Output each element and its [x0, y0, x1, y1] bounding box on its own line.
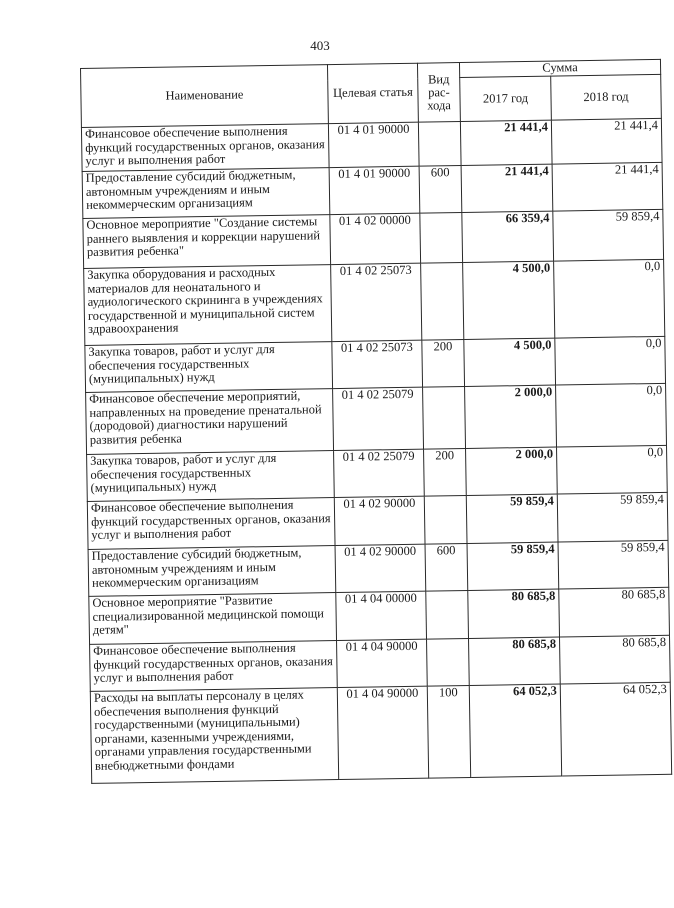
table-row: [83, 209, 664, 268]
table-row: [84, 259, 665, 345]
row-name: Финансовое обеспечение мероприятий, направленных на проведение пренатальной (дородовой) диагностики нарушений развития ребенка: [86, 389, 334, 455]
row-name: Предоставление субсидий бюджетным, автономным учреждениям и иным некоммерческим организациям: [82, 168, 330, 219]
row-value-2017: 4 500,0: [464, 338, 556, 386]
row-type: [427, 638, 470, 686]
row-value-2018: 21 441,4: [551, 118, 662, 164]
row-value-2017: 59 859,4: [466, 494, 558, 543]
row-value-2017: 21 441,4: [460, 120, 552, 165]
row-type: [423, 386, 466, 449]
page-number: 403: [310, 38, 330, 53]
row-code: 01 4 01 90000: [328, 122, 419, 167]
table-row: [86, 383, 667, 454]
row-type: 100: [427, 685, 470, 778]
row-code: 01 4 02 25079: [334, 449, 425, 497]
row-code: 01 4 02 25079: [333, 387, 424, 450]
row-value-2018: 80 685,8: [559, 635, 670, 684]
row-name: Финансовое обеспечение выполнения функций государственных органов, оказания услуг и выполнения работ: [90, 641, 338, 692]
row-value-2018: 0,0: [557, 445, 668, 494]
row-name: Закупка товаров, работ и услуг для обеспечения государственных (муниципальных) нужд: [87, 451, 335, 502]
row-value-2017: 80 685,8: [469, 637, 561, 685]
row-value-2017: 2 000,0: [466, 447, 558, 495]
row-type: 600: [425, 543, 468, 591]
row-code: 01 4 04 90000: [337, 639, 428, 687]
row-value-2017: 2 000,0: [465, 385, 557, 448]
row-value-2017: 4 500,0: [463, 261, 555, 339]
header-sum: Сумма: [459, 59, 660, 77]
row-value-2017: 21 441,4: [461, 164, 553, 212]
row-value-2017: 59 859,4: [467, 542, 559, 590]
row-type: [424, 495, 467, 544]
row-code: 01 4 01 90000: [329, 166, 420, 214]
row-type: [420, 213, 463, 264]
row-name: Основное мероприятие "Развитие специализированной медицинской помощи детям": [89, 593, 337, 645]
row-value-2018: 21 441,4: [552, 162, 663, 211]
header-name: Наименование: [81, 65, 329, 128]
row-value-2017: 80 685,8: [468, 589, 560, 638]
row-value-2018: 0,0: [556, 383, 667, 447]
row-name: Финансовое обеспечение выполнения функций государственных органов, оказания услуг и выполнения работ: [87, 498, 335, 550]
row-name: Предоставление субсидий бюджетным, автономным учреждениям и иным некоммерческим организациям: [88, 546, 336, 597]
header-target-article: Целевая статья: [327, 63, 418, 123]
row-name: Закупка оборудования и расходных материалов для неонатального и аудиологического скрининга в учреждениях государственной и муниципальной систем здравоохранения: [84, 265, 332, 346]
row-code: 01 4 02 00000: [330, 213, 421, 264]
row-value-2018: 0,0: [555, 336, 666, 385]
row-name: Расходы на выплаты персоналу в целях обеспечения выполнения функций государственными (муниципальными) органами, казенными учреждениями, органами управления государственными внебюджетными фондами: [90, 688, 338, 784]
budget-sheet: [80, 59, 673, 908]
row-type: [426, 590, 469, 639]
row-type: 200: [424, 448, 467, 496]
row-code: 01 4 02 25073: [331, 263, 422, 341]
row-value-2017: 66 359,4: [462, 211, 554, 262]
header-year-2018: 2018 год: [551, 74, 662, 120]
header-year-2017: 2017 год: [460, 76, 552, 121]
row-value-2018: 64 052,3: [560, 682, 671, 776]
row-type: 600: [419, 166, 462, 214]
row-name: Закупка товаров, работ и услуг для обеспечения государственных (муниципальных) нужд: [85, 342, 333, 393]
row-value-2018: 0,0: [554, 259, 665, 338]
row-type: [421, 263, 464, 341]
row-name: Основное мероприятие "Создание системы раннего выявления и коррекции нарушений развития ребенка": [83, 215, 331, 269]
table-row: [90, 682, 671, 783]
budget-table: [80, 59, 672, 784]
row-value-2018: 59 859,4: [553, 209, 664, 261]
header-expense-type: Вид рас-хода: [417, 63, 460, 123]
row-value-2018: 80 685,8: [559, 587, 670, 637]
row-type: [418, 122, 461, 167]
row-value-2018: 59 859,4: [558, 540, 669, 589]
row-value-2017: 64 052,3: [469, 684, 561, 777]
row-code: 01 4 02 25073: [332, 340, 423, 388]
row-code: 01 4 02 90000: [334, 496, 425, 545]
row-value-2018: 59 859,4: [557, 492, 668, 542]
row-code: 01 4 04 00000: [336, 591, 427, 640]
row-name: Финансовое обеспечение выполнения функций государственных органов, оказания услуг и выполнения работ: [81, 124, 329, 172]
row-type: 200: [422, 340, 465, 388]
row-code: 01 4 02 90000: [335, 544, 426, 592]
row-code: 01 4 04 90000: [337, 686, 428, 779]
